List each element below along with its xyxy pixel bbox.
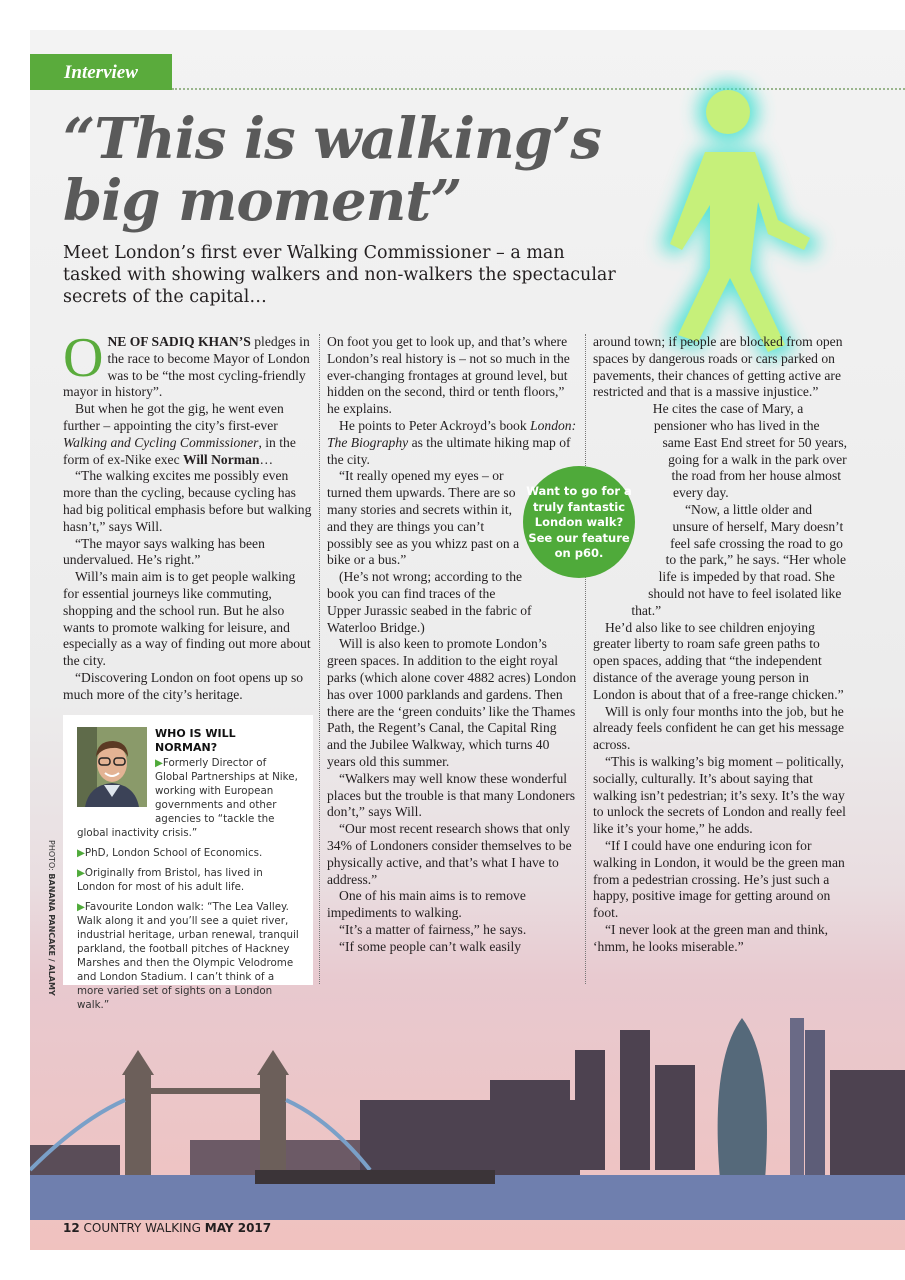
triangle-bullet-icon: ▶	[77, 867, 85, 879]
paragraph: around town; if people are blocked from open spaces by dangerous roads or cars parked on pavements, their chances of getting active are restricted and that is a massive injustice.”	[593, 334, 843, 400]
paragraph: “If I could have one enduring icon for walking in London, it would be the green man from a pedestrian crossing. He’s just such a happy, positive image for getting around on foot.	[593, 837, 845, 921]
lead-text: pledges in the race to become Mayor of London was to be “the most cycling-friendly mayor in history”.	[63, 334, 310, 400]
paragraph: One of his main aims is to remove impediments to walking.	[327, 888, 526, 921]
text: But when he got the gig, he went even further – appointing the city’s first-ever	[63, 401, 284, 433]
headline	[63, 108, 601, 232]
sidebar-item	[77, 846, 299, 860]
paragraph: “Discovering London on foot opens up so much more of the city’s heritage.	[63, 669, 304, 702]
paragraph: He’d also like to see children enjoying greater liberty to roam safe green paths to open spaces, adding that “the independent distance of the average young person in London is about that of a free-range chicken.”	[593, 619, 844, 702]
lead-caps: NE OF SADIQ KHAN’S	[107, 334, 251, 349]
magazine-page	[30, 30, 905, 1250]
column-divider	[585, 334, 586, 984]
triangle-bullet-icon: ▶	[77, 901, 85, 913]
green-man-walking-icon	[570, 70, 850, 370]
magazine-name: COUNTRY WALKING	[83, 1221, 201, 1235]
column-divider	[319, 334, 320, 984]
paragraph: “This is walking’s big moment – politically, socially, culturally. It’s about saying that walking isn’t pedestrian; it’s sexy. It’s the way to unlock the secrets of London and really feel like it’s your home,” he adds.	[593, 753, 846, 837]
paragraph: “Walkers may well know these wonderful places but the trouble is that many Londoners don’t,” says Will.	[327, 770, 576, 820]
page-number: 12	[63, 1221, 80, 1235]
article-column-3	[593, 334, 848, 955]
text: Favourite London walk: “The Lea Valley. Walk along it and you’ll see a quiet river, industrial heritage, urban renewal, tranquil parkland, the football pitches of Hackney Marshes and then the Olympic Velodrome and London Stadium. I can’t think of a more varied set of sights on a London walk.”	[77, 901, 299, 1011]
section-tab: Interview	[30, 54, 172, 90]
drop-cap: O	[63, 327, 104, 389]
text: as the ultimate hiking map of the city.	[327, 434, 571, 467]
sidebar-heading: WHO IS WILL NORMAN?	[155, 727, 236, 754]
paragraph: “I never look at the green man and think, ‘hmm, he looks miserable.”	[593, 921, 829, 954]
paragraph: “The walking excites me possibly even more than the cycling, because cycling has had big political emphasis before but walking hasn’t,” says Will.	[63, 468, 312, 534]
paragraph: On foot you get to look up, and that’s where London’s real history is – not so much in the ever-changing frontages at ground level, but hidden on the second, third or tenth floors,” he explains.	[327, 334, 570, 417]
will-norman-photo	[77, 727, 147, 807]
italic-text: Walking and Cycling Commissioner	[63, 434, 259, 450]
page-footer	[63, 1221, 271, 1235]
paragraph: “If some people can’t walk easily	[339, 938, 522, 954]
standfirst: Meet London’s first ever Walking Commissioner – a man tasked with showing walkers and non-walkers the spectacular secrets of the capital…	[63, 243, 616, 307]
article-column-2	[327, 334, 577, 955]
issue-date: MAY 2017	[204, 1221, 272, 1235]
paragraph: (He’s not wrong; according to the book you can find traces of the Upper Jurassic seabed in the fabric of Waterloo Bridge.)	[327, 569, 532, 635]
text: PhD, London School of Economics.	[84, 847, 263, 859]
text: He cites the case of Mary, a pensioner who has lived in the same East End street for 50 years, going for a walk in the park over the road from her house almost every day.	[652, 401, 848, 501]
triangle-bullet-icon: ▶	[155, 757, 163, 769]
paragraph	[327, 418, 577, 468]
credit-name: BANANA PANCAKE / ALAMY	[47, 873, 56, 996]
paragraph: “It really opened my eyes – or turned them upwards. There are so many stories and secrets within it, and they are things you can’t possibly see as you whizz past on a bike or a bus.”	[327, 468, 520, 568]
article-column-1	[63, 327, 313, 704]
book-title: London: The Biography	[327, 417, 577, 450]
triangle-bullet-icon: ▶	[77, 847, 85, 859]
paragraph: “Our most recent research shows that only 34% of Londoners consider themselves to be physically active, and that’s what I have to address.”	[327, 821, 572, 887]
text: Originally from Bristol, has lived in London for most of his adult life.	[77, 867, 263, 893]
headline-line-1: “This is walking’s	[63, 106, 601, 172]
paragraph: “Now, a little older and unsure of herself, Mary doesn’t feel safe crossing the road to go to the park,” he says. “Her whole life is impeded by that road. She should not have to feel isolated like that.”	[631, 501, 847, 618]
promo-bubble[interactable]: Want to go for a truly fantastic London walk? See our feature on p60.	[523, 466, 635, 578]
paragraph: “The mayor says walking has been undervalued. He’s right.”	[63, 535, 265, 568]
lead-paragraph	[63, 327, 313, 401]
paragraph	[63, 401, 313, 468]
paragraph: Will is only four months into the job, but he already feels confident he can get his message across.	[593, 703, 844, 753]
sidebar-item	[77, 866, 299, 894]
text: …	[259, 451, 274, 467]
paragraph: Will’s main aim is to get people walking for essential journeys like commuting, shopping and the school run. But he also wants to promote walking for leisure, and especially as a way of finding out more about the city.	[63, 569, 311, 669]
profile-sidebar	[63, 715, 313, 1011]
text: Formerly Director of Global Partnerships at Nike, working with European governments and other agencies to “tackle the global inactivity crisis.”	[77, 757, 298, 839]
text: He points to Peter Ackroyd’s book	[339, 417, 531, 433]
photo-credit	[47, 840, 56, 996]
bold-name: Will Norman	[183, 451, 260, 467]
headline-line-2: big moment”	[63, 168, 462, 234]
text: , in the form of ex-Nike exec	[63, 434, 296, 467]
paragraph: “It’s a matter of fairness,” he says.	[339, 921, 527, 937]
london-skyline-image	[30, 990, 905, 1220]
credit-label: PHOTO:	[47, 840, 56, 874]
paragraph: Will is also keen to promote London’s green spaces. In addition to the eight royal parks (which alone cover 4882 acres) London has over 1000 parklands and gardens. Then there are the ‘green conduits’ like the Thames Path, the Regent’s Canal, the Capital Ring and the Jubilee Walkway, which turns 40 years old this summer.	[327, 636, 577, 769]
